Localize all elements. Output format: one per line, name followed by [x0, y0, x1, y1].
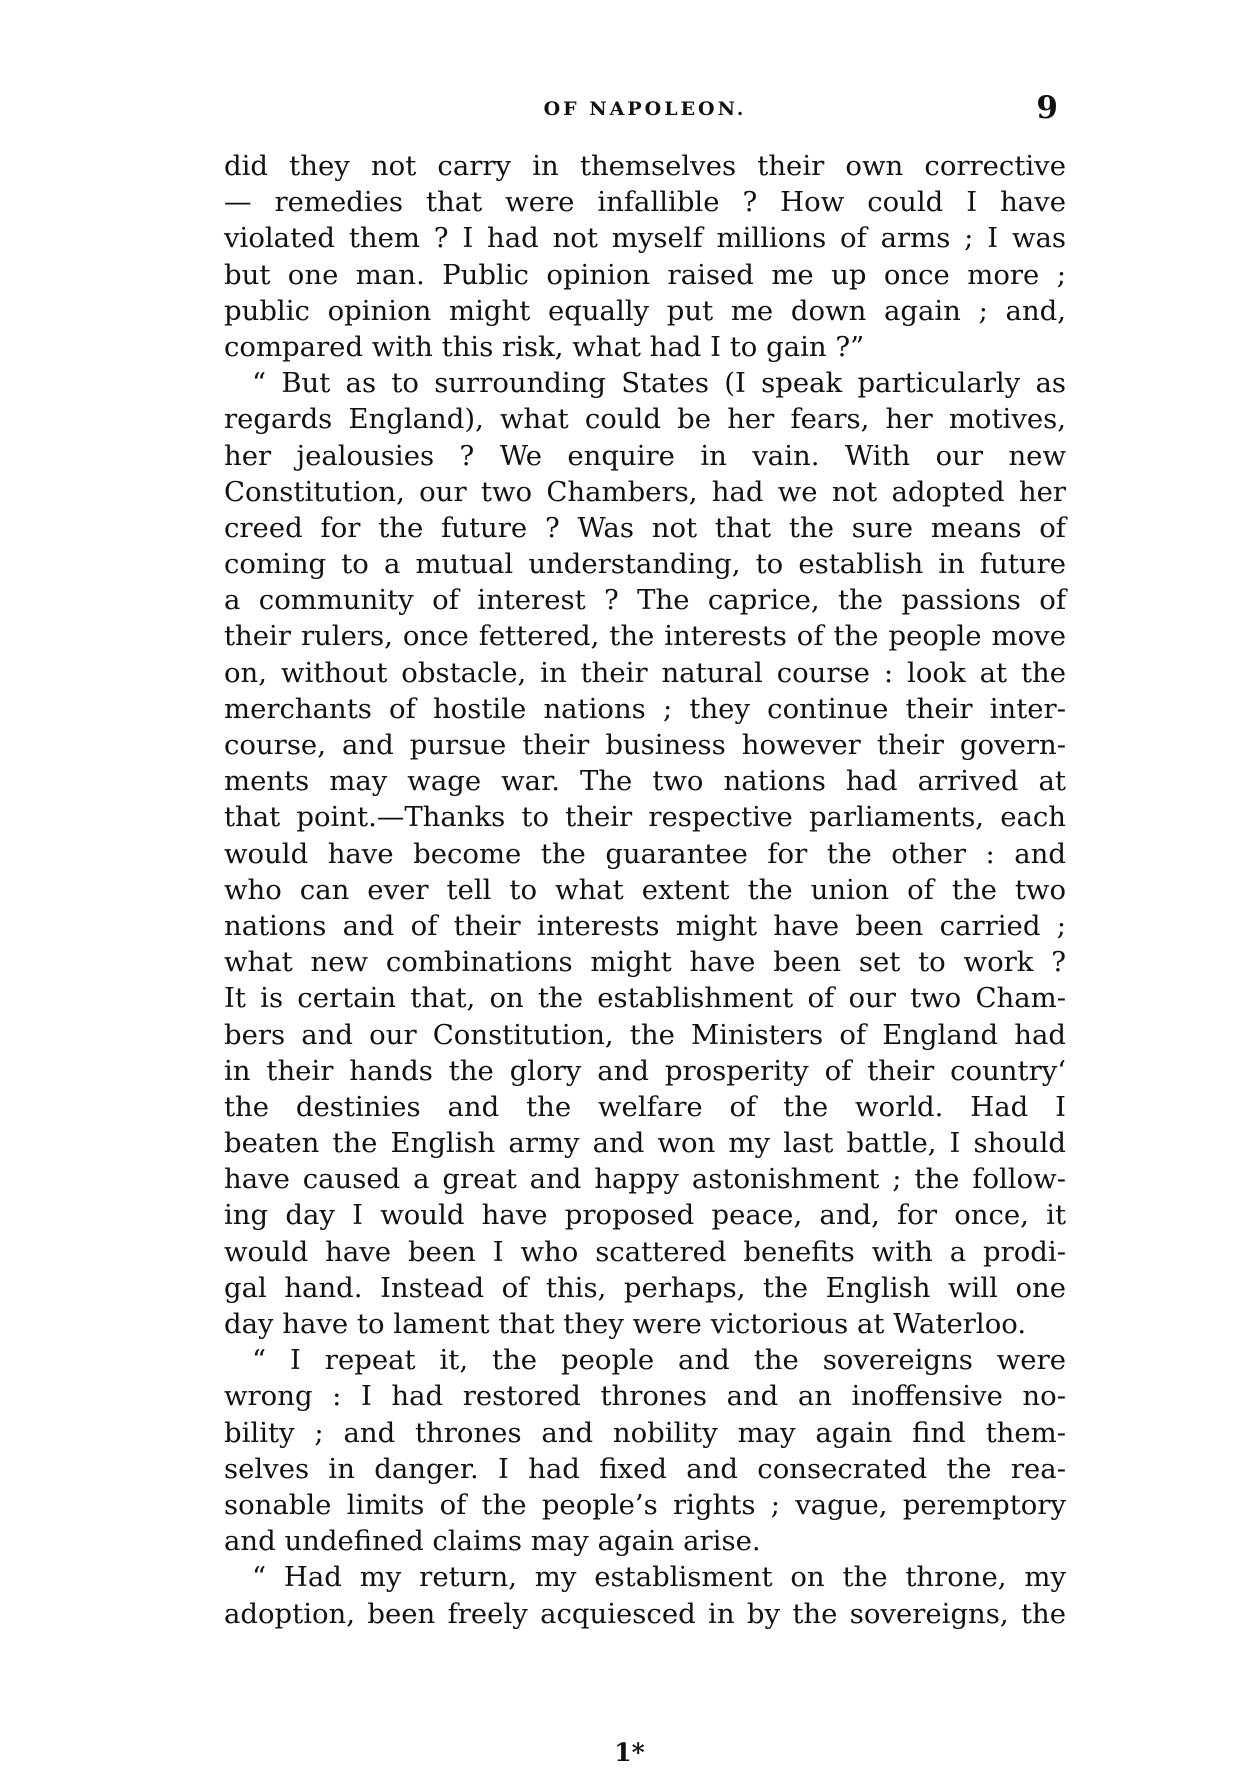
text-line: — remedies that were infallible ? How could I have [224, 186, 1066, 219]
text-line: in their hands the glory and prosperity of their country‘ [224, 1054, 1066, 1087]
text-line: adoption, been freely acquiesced in by the sovereigns, the [224, 1597, 1066, 1630]
text-line: bility ; and thrones and nobility may again find them- [224, 1416, 1066, 1449]
text-line: that point.—Thanks to their respective parliaments, each [224, 801, 1066, 834]
text-line: merchants of hostile nations ; they continue their inter- [224, 692, 1066, 725]
text-line: who can ever tell to what extent the union of the two [224, 873, 1066, 906]
running-head [224, 92, 1066, 132]
text-line: their rulers, once fettered, the interests of the people move [224, 620, 1066, 653]
text-line: day have to lament that they were victorious at Waterloo. [224, 1308, 1027, 1340]
text-line: nations and of their interests might have been carried ; [224, 909, 1066, 942]
text-line: selves in danger. I had fixed and consecrated the rea- [224, 1452, 1066, 1485]
text-line: did they not carry in themselves their own corrective [224, 150, 1066, 182]
text-line: wrong : I had restored thrones and an inoffensive no- [224, 1380, 1066, 1413]
text-line: beaten the English army and won my last battle, I should [224, 1127, 1066, 1160]
text-line: gal hand. Instead of this, perhaps, the English will one [224, 1271, 1066, 1304]
text-line: would have been I who scattered benefits with a prodi- [224, 1235, 1066, 1268]
text-line: public opinion might equally put me down again ; and, [224, 294, 1066, 327]
text-line: but one man. Public opinion raised me up once more ; [224, 258, 1066, 291]
signature-mark: 1* [614, 1738, 645, 1767]
text-line: “ But as to surrounding States (I speak particularly as [252, 367, 1066, 400]
text-line: her jealousies ? We enquire in vain. With our new [224, 439, 1066, 472]
text-line: “ Had my return, my establisment on the throne, my [252, 1561, 1066, 1594]
text-line: bers and our Constitution, the Ministers of England had [224, 1018, 1066, 1051]
text-line: violated them ? I had not myself millions of arms ; I was [224, 222, 1066, 255]
text-line: have caused a great and happy astonishment ; the follow- [224, 1163, 1066, 1196]
text-line: ments may wage war. The two nations had arrived at [224, 765, 1066, 798]
text-line: coming to a mutual understanding, to establish in future [224, 548, 1066, 581]
text-line: would have become the guarantee for the other : and [224, 837, 1066, 870]
text-line: creed for the future ? Was not that the sure means of [224, 511, 1066, 544]
text-line: sonable limits of the people’s rights ; vague, peremptory [224, 1488, 1066, 1521]
text-line: and undefined claims may again arise. [224, 1525, 761, 1558]
text-line: on, without obstacle, in their natural course : look at the [224, 656, 1066, 689]
text-line: regards England), what could be her fears, her motives, [224, 403, 1066, 436]
text-line: a community of interest ? The caprice, the passions of [224, 584, 1066, 617]
text-line: compared with this risk, what had I to gain ?” [224, 330, 865, 363]
text-line: the destinies and the welfare of the world. Had I [224, 1090, 1066, 1123]
text-line: ing day I would have proposed peace, and, for once, it [224, 1199, 1066, 1232]
text-line: course, and pursue their business however their govern- [224, 729, 1066, 761]
text-line: It is certain that, on the establishment of our two Cham- [224, 982, 1066, 1015]
text-line: “ I repeat it, the people and the sovereigns were [252, 1344, 1066, 1377]
text-line: what new combinations might have been set to work ? [224, 946, 1066, 979]
body-text [224, 148, 1066, 1632]
page-number: 9 [1036, 90, 1058, 126]
text-line: Constitution, our two Chambers, had we not adopted her [224, 475, 1066, 508]
running-title: OF NAPOLEON. [543, 98, 747, 120]
